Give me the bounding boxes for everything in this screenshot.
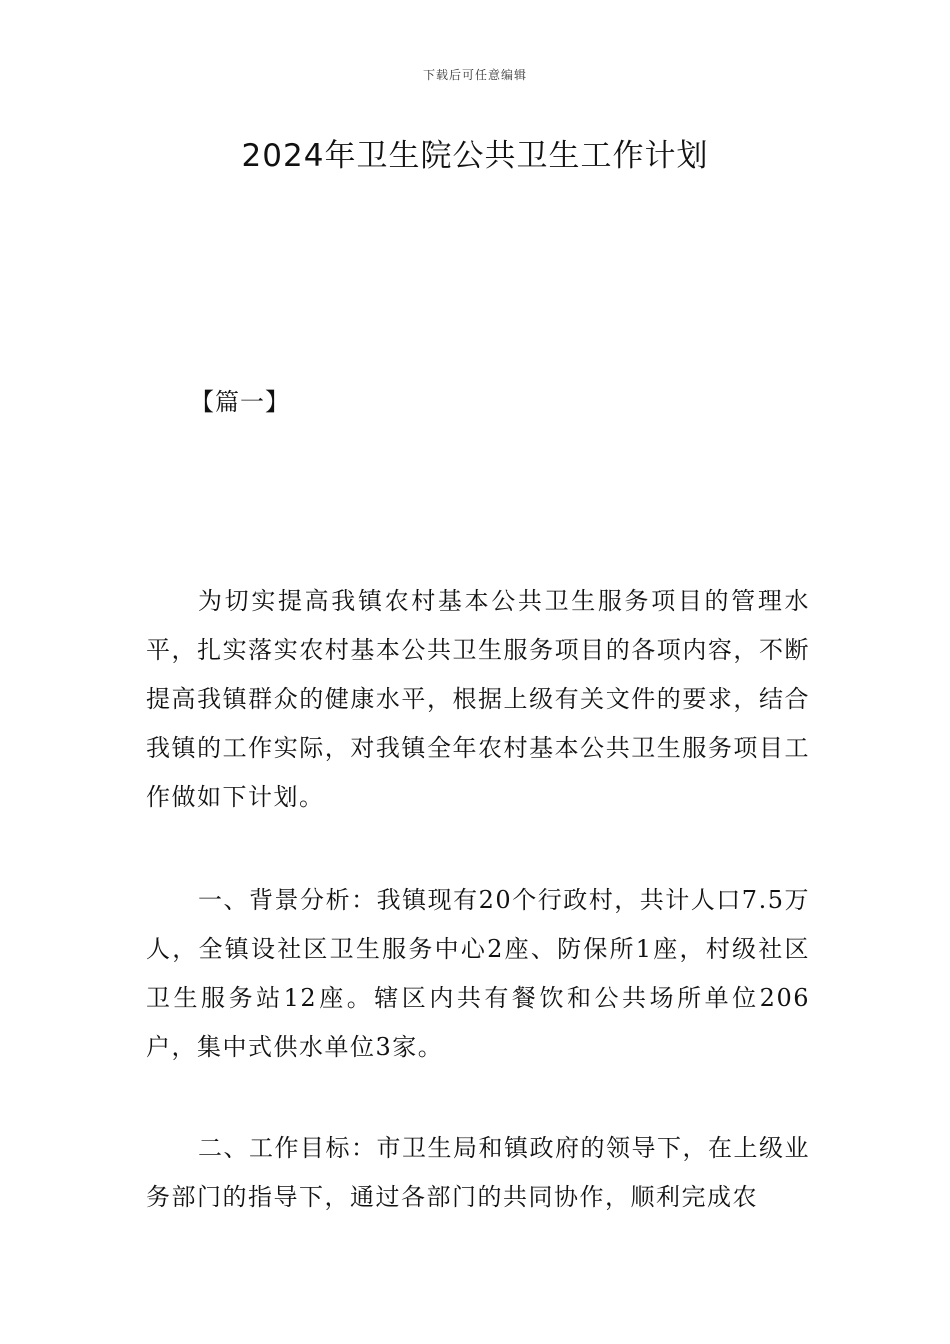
paragraph-goals: 二、工作目标：市卫生局和镇政府的领导下，在上级业务部门的指导下，通过各部门的共同协作，顺利完成农 xyxy=(146,1134,810,1211)
paragraph-intro: 为切实提高我镇农村基本公共卫生服务项目的管理水平，扎实落实农村基本公共卫生服务项目的各项内容，不断提高我镇群众的健康水平，根据上级有关文件的要求，结合我镇的工作实际，对我镇全年农村基本公共卫生服务项目工作做如下计划。 xyxy=(146,587,810,811)
document-title: 2024年卫生院公共卫生工作计划 xyxy=(241,138,709,174)
paragraph-background: 一、背景分析：我镇现有20个行政村，共计人口7.5万人，全镇设社区卫生服务中心2座、防保所1座，村级社区卫生服务站12座。辖区内共有餐饮和公共场所单位206户，集中式供水单位3家。 xyxy=(146,886,810,1061)
header-note: 下载后可任意编辑 xyxy=(422,68,527,82)
section-label: 【篇一】 xyxy=(190,388,290,416)
